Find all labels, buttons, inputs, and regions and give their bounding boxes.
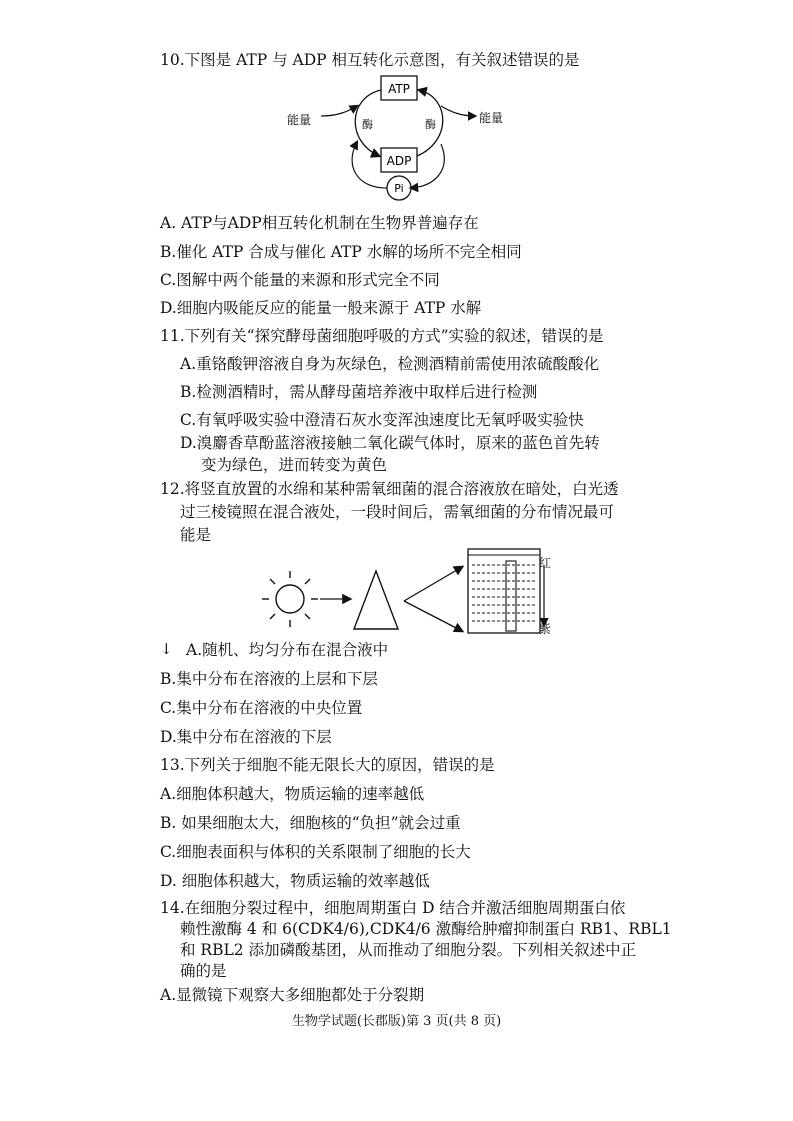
- atp-adp-diagram: [285, 72, 515, 204]
- atp-label: ATP: [388, 82, 410, 96]
- q14-stem-line-4: 确的是: [180, 962, 227, 980]
- q13-option-b[interactable]: B. 如果细胞太大，细胞核的“负担”就会过重: [160, 814, 461, 832]
- ray-violet: [404, 601, 462, 631]
- q14-stem-line-1: 14.在细胞分裂过程中，细胞周期蛋白 D 结合并激活细胞周期蛋白依: [160, 899, 626, 917]
- q13-stem: 13.下列关于细胞不能无限长大的原因，错误的是: [160, 756, 495, 774]
- q11-stem: 11.下列有关“探究酵母菌细胞呼吸的方式”实验的叙述，错误的是: [160, 327, 604, 345]
- q12-stem-line-2: 过三棱镜照在混合液处，一段时间后，需氧细菌的分布情况最可: [180, 503, 615, 521]
- prism-spectrum-diagram: [258, 545, 558, 637]
- q11-option-b[interactable]: B.检测酒精时，需从酵母菌培养液中取样后进行检测: [180, 383, 538, 401]
- ray-red: [404, 567, 462, 601]
- enzyme-left-label: 酶: [362, 118, 373, 131]
- pi-label: Pi: [394, 182, 404, 195]
- adp-label: ADP: [386, 154, 412, 168]
- q10-option-a[interactable]: A. ATP与ADP相互转化机制在生物界普遍存在: [160, 214, 479, 232]
- q11-option-a[interactable]: A.重铬酸钾溶液自身为灰绿色，检测酒精前需使用浓硫酸酸化: [180, 355, 600, 373]
- enzyme-right-label: 酶: [425, 118, 436, 131]
- violet-label: 紫: [539, 622, 552, 636]
- q10-option-d[interactable]: D.细胞内吸能反应的能量一般来源于 ATP 水解: [160, 299, 482, 317]
- q10-stem: 10.下图是 ATP 与 ADP 相互转化示意图，有关叙述错误的是: [160, 51, 580, 69]
- red-label: 红: [539, 556, 552, 570]
- q13-option-a[interactable]: A.细胞体积越大，物质运输的速率越低: [160, 785, 425, 803]
- q12-option-b[interactable]: B.集中分布在溶液的上层和下层: [160, 670, 378, 688]
- q13-option-d[interactable]: D. 细胞体积越大，物质运输的效率越低: [160, 872, 430, 890]
- energy-in-arrow: [321, 106, 357, 116]
- energy-left-label: 能量: [287, 113, 312, 127]
- q14-option-a[interactable]: A.显微镜下观察大多细胞都处于分裂期: [160, 986, 425, 1004]
- q12-stem-line-1: 12.将竖直放置的水绵和某种需氧细菌的混合溶液放在暗处，白光透: [160, 480, 619, 498]
- energy-right-label: 能量: [479, 111, 504, 125]
- q13-option-c[interactable]: C.细胞表面积与体积的关系限制了细胞的长大: [160, 843, 471, 861]
- prism: [354, 571, 398, 629]
- q12-option-c[interactable]: C.集中分布在溶液的中央位置: [160, 699, 363, 717]
- q10-option-c[interactable]: C.图解中两个能量的来源和形式完全不同: [160, 271, 440, 289]
- q12-option-d[interactable]: D.集中分布在溶液的下层: [160, 728, 332, 746]
- sun-icon: [262, 571, 318, 627]
- q11-option-c[interactable]: C.有氧呼吸实验中澄清石灰水变浑浊速度比无氧呼吸实验快: [180, 411, 584, 429]
- q11-option-d[interactable]: D.溴麝香草酚蓝溶液接触二氧化碳气体时，原来的蓝色首先转: [180, 434, 600, 452]
- q14-stem-line-3: 和 RBL2 添加磷酸基团，从而推动了细胞分裂。下列相关叙述中正: [180, 941, 637, 959]
- q10-option-b[interactable]: B.催化 ATP 合成与催化 ATP 水解的场所不完全相同: [160, 243, 522, 261]
- energy-out-arrow: [441, 106, 475, 116]
- page-footer: 生物学试题(长郡版)第 3 页(共 8 页): [291, 1014, 502, 1029]
- down-arrow-marker: ↓: [160, 640, 173, 658]
- solution-container: [468, 549, 540, 633]
- q14-stem-line-2: 赖性激酶 4 和 6(CDK4/6),CDK4/6 激酶给肿瘤抑制蛋白 RB1、RBL1: [180, 920, 672, 938]
- q12-option-a[interactable]: A.随机、均匀分布在混合液中: [186, 641, 389, 659]
- q11-option-d-cont: 变为绿色，进而转变为黄色: [201, 456, 388, 474]
- q12-stem-line-3: 能是: [180, 526, 212, 544]
